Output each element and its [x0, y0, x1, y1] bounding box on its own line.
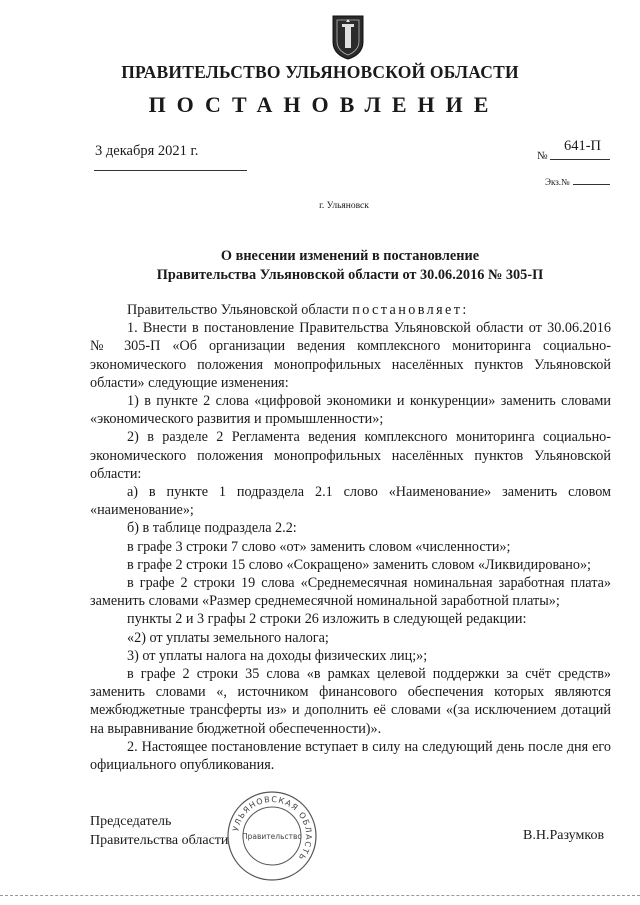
preamble [90, 301, 611, 319]
government-title: ПРАВИТЕЛЬСТВО УЛЬЯНОВСКОЙ ОБЛАСТИ [121, 62, 519, 82]
coat-of-arms-emblem [331, 14, 365, 60]
copy-number-underline [573, 184, 610, 185]
document-subject [90, 247, 610, 284]
document-type-title: ПОСТАНОВЛЕНИЕ [148, 92, 500, 117]
preamble-spaced-word: постановляет [352, 302, 463, 318]
paragraph-1-2: 2) в разделе 2 Регламента ведения комплексного мониторинга социально-экономического положения монопрофильных населённых пунктов Ульяновской области: [90, 429, 611, 482]
number-sign: № [537, 150, 548, 162]
paragraph-b-5: в графе 2 строки 35 слова «в рамках целевой поддержки за счёт средств» заменить словами «, источником финансового обеспечения которых являются межбюджетные трансферты из» и дополнить её словами «(за исключением дотаций на выравнивание бюджетной обеспеченности)». [90, 666, 611, 737]
paragraph-a: а) в пункте 1 подраздела 2.1 слово «Наименование» заменить словом «наименование»; [90, 484, 611, 519]
preamble-end: : [462, 302, 467, 318]
city-label: г. Ульяновск [319, 201, 369, 211]
paragraph-b-1: в графе 3 строки 7 слово «от» заменить словом «численности»; [127, 538, 511, 555]
svg-text:Правительство: Правительство [242, 832, 302, 841]
paragraph-b-4: пункты 2 и 3 графы 2 строки 26 изложить в следующей редакции: [127, 611, 527, 628]
signatory-position-line-1: Председатель [90, 814, 172, 829]
document-date: 3 декабря 2021 г. [95, 143, 199, 159]
svg-text:УЛЬЯНОВСКАЯ ОБЛАСТЬ: УЛЬЯНОВСКАЯ ОБЛАСТЬ [231, 794, 314, 863]
copy-number-label: Экз.№ [545, 177, 570, 187]
document-number: 641-П [563, 138, 602, 154]
paragraph-b-4-2: 3) от уплаты налога на доходы физических лиц;»; [127, 647, 428, 664]
date-underline [94, 170, 247, 171]
subject-line-2: Правительства Ульяновской области от 30.06.2016 № 305-П [156, 266, 544, 283]
signatory-position-line-2: Правительства области [90, 833, 229, 848]
paragraph-b-2: в графе 2 строки 15 слово «Сокращено» заменить словом «Ликвидировано»; [127, 556, 591, 573]
paragraph-b-4-1: «2) от уплаты земельного налога; [127, 629, 329, 646]
paragraph-1-1: 1) в пункте 2 слова «цифровой экономики и конкуренции» заменить словами «экономического развития и промышленности»; [90, 393, 611, 428]
document-body [90, 301, 611, 774]
subject-line-1: О внесении изменений в постановление [220, 248, 480, 264]
signatory-name: В.Н.Разумков [523, 828, 605, 843]
paragraph-b: б) в таблице подраздела 2.2: [127, 520, 297, 537]
page-bottom-rule [0, 895, 640, 896]
number-underline [550, 159, 610, 160]
paragraph-2: 2. Настоящее постановление вступает в силу на следующий день после дня его официального опубликования. [90, 738, 611, 774]
preamble-start: Правительство Ульяновской области [127, 302, 353, 318]
signatory-position [90, 812, 228, 850]
paragraph-b-3: в графе 2 строки 19 слова «Среднемесячная номинальная заработная плата» заменить словами «Размер среднемесячной номинальной заработной платы»; [90, 575, 611, 610]
official-seal-stamp [226, 790, 318, 882]
paragraph-1: 1. Внести в постановление Правительства Ульяновской области от 30.06.2016 № 305-П «Об организации ведения комплексного мониторинга социально-экономического положения монопрофильных населённых пунктов Ульяновской области» следующие изменения: [90, 320, 611, 391]
